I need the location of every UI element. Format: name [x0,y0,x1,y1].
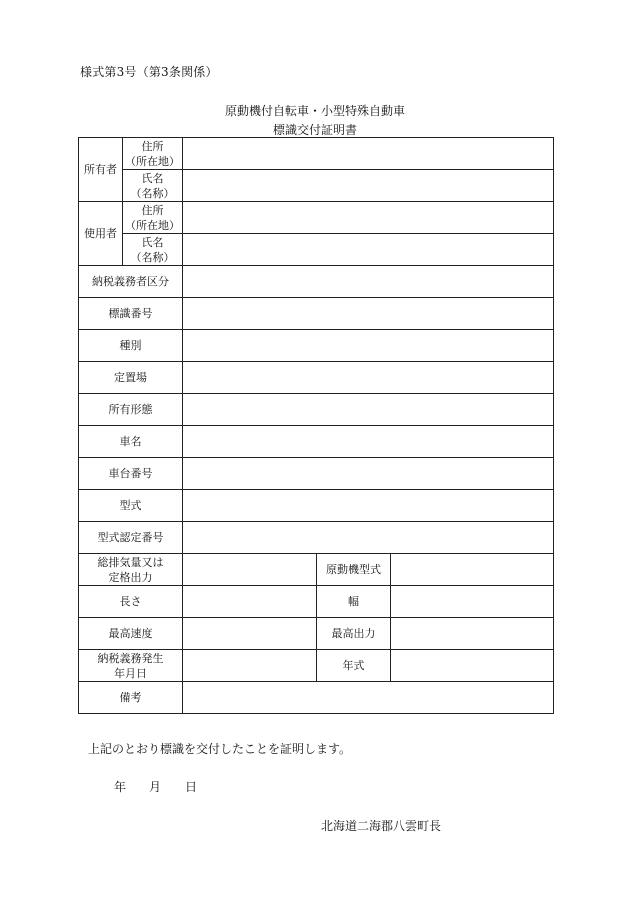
owner-address-row [79,138,554,170]
remarks-field[interactable] [183,682,554,714]
issuer-name: 北海道二海郡八雲町長 [321,819,442,833]
max-speed-label: 最高速度 [79,618,183,650]
model-field[interactable] [183,490,554,522]
user-name-row [79,234,554,266]
owner-name-row [79,170,554,202]
storage-location-label: 定置場 [79,362,183,394]
max-output-field[interactable] [391,618,554,650]
storage-location-field[interactable] [183,362,554,394]
type-row [79,330,554,362]
displacement-label: 総排気量又は 定格出力 [79,554,183,586]
ownership-form-row [79,394,554,426]
user-address-row [79,202,554,234]
plate-number-label: 標識番号 [79,298,183,330]
owner-name-field[interactable] [183,170,554,202]
max-speed-field[interactable] [183,618,317,650]
model-cert-number-label: 型式認定番号 [79,522,183,554]
length-width-row [79,586,554,618]
document-title: 原動機付自転車・小型特殊自動車 [224,104,405,118]
model-cert-number-field[interactable] [183,522,554,554]
owner-address-label: 住所 （所在地） [123,138,183,170]
chassis-number-field[interactable] [183,458,554,490]
max-output-label: 最高出力 [317,618,391,650]
ownership-form-field[interactable] [183,394,554,426]
width-field[interactable] [391,586,554,618]
chassis-number-row [79,458,554,490]
user-address-field[interactable] [183,202,554,234]
ownership-form-label: 所有形態 [79,394,183,426]
taxpayer-category-field[interactable] [183,266,554,298]
document-subtitle: 標識交付証明書 [272,123,357,137]
tax-date-label: 納税義務発生 年月日 [79,650,183,682]
date-day: 日 [185,780,198,794]
model-label: 型式 [79,490,183,522]
date-year: 年 [114,780,127,794]
vehicle-name-row [79,426,554,458]
chassis-number-label: 車台番号 [79,458,183,490]
vehicle-name-label: 車名 [79,426,183,458]
model-year-field[interactable] [391,650,554,682]
length-label: 長さ [79,586,183,618]
certificate-table [78,137,554,714]
date-month: 月 [149,780,162,794]
owner-name-label: 氏名 （名称） [123,170,183,202]
remarks-row [79,682,554,714]
vehicle-name-field[interactable] [183,426,554,458]
storage-location-row [79,362,554,394]
plate-number-field[interactable] [183,298,554,330]
owner-label: 所有者 [79,138,123,202]
certification-statement: 上記のとおり標識を交付したことを証明します。 [88,742,352,756]
engine-model-label: 原動機型式 [317,554,391,586]
model-year-label: 年式 [317,650,391,682]
engine-model-field[interactable] [391,554,554,586]
tax-date-field[interactable] [183,650,317,682]
user-name-field[interactable] [183,234,554,266]
model-row [79,490,554,522]
user-label: 使用者 [79,202,123,266]
displacement-field[interactable] [183,554,317,586]
type-label: 種別 [79,330,183,362]
owner-address-field[interactable] [183,138,554,170]
tax-date-row [79,650,554,682]
plate-number-row [79,298,554,330]
displacement-row [79,554,554,586]
remarks-label: 備考 [79,682,183,714]
width-label: 幅 [317,586,391,618]
model-cert-number-row [79,522,554,554]
type-field[interactable] [183,330,554,362]
taxpayer-category-row [79,266,554,298]
user-name-label: 氏名 （名称） [123,234,183,266]
speed-output-row [79,618,554,650]
taxpayer-category-label: 納税義務者区分 [79,266,183,298]
length-field[interactable] [183,586,317,618]
user-address-label: 住所 （所在地） [123,202,183,234]
form-reference: 様式第3号（第3条関係） [80,65,218,79]
